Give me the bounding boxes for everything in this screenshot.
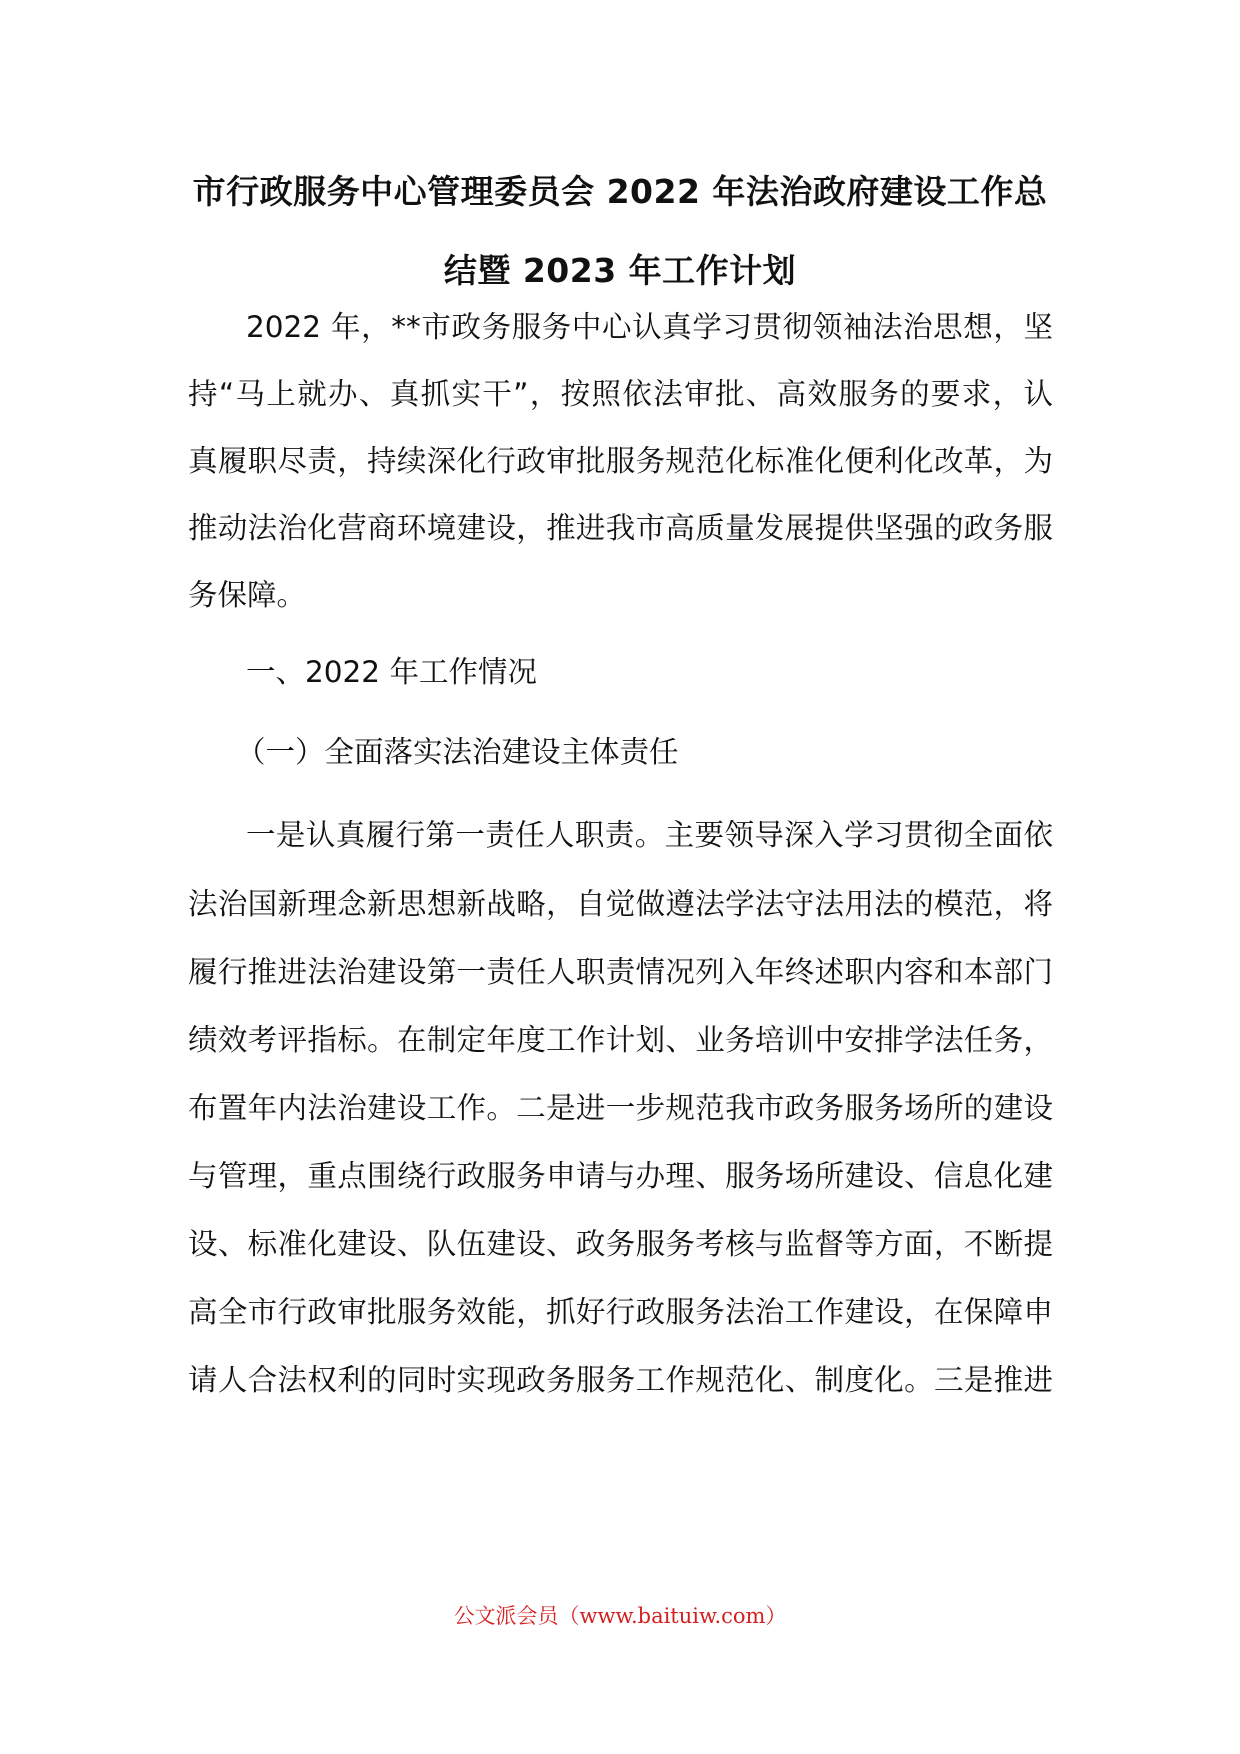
section-heading: 一、2022 年工作情况 xyxy=(246,655,537,689)
body-line: 法治国新理念新思想新战略，自觉做遵法学法守法用法的模范，将 xyxy=(188,887,1053,921)
intro-line: 务保障。 xyxy=(188,578,307,612)
body-line: 履行推进法治建设第一责任人职责情况列入年终述职内容和本部门 xyxy=(188,955,1053,989)
body-line: 高全市行政审批服务效能，抓好行政服务法治工作建设，在保障申 xyxy=(188,1295,1053,1329)
intro-line: 2022 年，**市政务服务中心认真学习贯彻领袖法治思想，坚 xyxy=(246,310,1053,344)
intro-line: 持“马上就办、真抓实干”，按照依法审批、高效服务的要求，认 xyxy=(188,377,1053,411)
intro-line: 推动法治化营商环境建设，推进我市高质量发展提供坚强的政务服 xyxy=(188,511,1053,545)
body-line: 一是认真履行第一责任人职责。主要领导深入学习贯彻全面依 xyxy=(246,818,1053,852)
footer-source-link[interactable]: 公文派会员（www.baituiw.com） xyxy=(453,1604,787,1628)
body-line: 绩效考评指标。在制定年度工作计划、业务培训中安排学法任务， xyxy=(188,1023,1053,1057)
subsection-heading: （一）全面落实法治建设主体责任 xyxy=(236,735,679,769)
document-title-line-1: 市行政服务中心管理委员会 2022 年法治政府建设工作总 xyxy=(192,172,1048,211)
document-title-line-2: 结暨 2023 年工作计划 xyxy=(443,251,797,290)
intro-line: 真履职尽责，持续深化行政审批服务规范化标准化便利化改革，为 xyxy=(188,444,1053,478)
body-line: 请人合法权利的同时实现政务服务工作规范化、制度化。三是推进 xyxy=(188,1363,1053,1397)
body-line: 布置年内法治建设工作。二是进一步规范我市政务服务场所的建设 xyxy=(188,1091,1053,1125)
body-line: 设、标准化建设、队伍建设、政务服务考核与监督等方面，不断提 xyxy=(188,1227,1053,1261)
body-line: 与管理，重点围绕行政服务申请与办理、服务场所建设、信息化建 xyxy=(188,1159,1053,1193)
